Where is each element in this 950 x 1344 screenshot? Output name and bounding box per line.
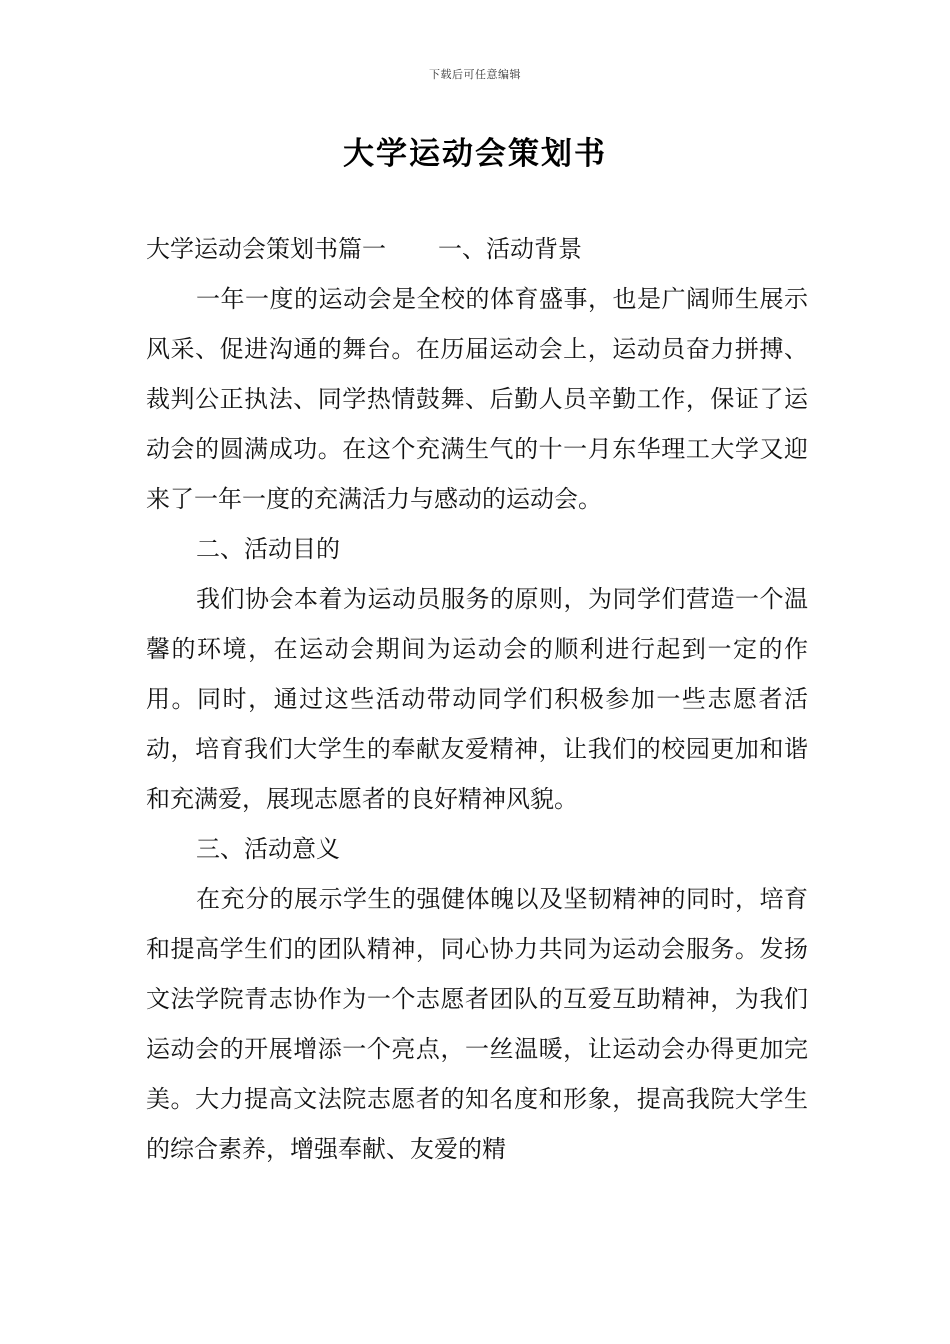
document-body (146, 224, 808, 1174)
section-heading-purpose: 二、活动目的 (196, 535, 340, 563)
paragraph-significance: 在充分的展示学生的强健体魄以及坚韧精神的同时，培育和提高学生们的团队精神，同心协力共同为运动会服务。发扬文法学院青志协作为一个志愿者团队的互爱互助精神，为我们运动会的开展增添一个亮点，一丝温暖，让运动会办得更加完美。大力提高文法院志愿者的知名度和形象，提高我院大学生的综合素养，增强奉献、友爱的精 (146, 885, 808, 1163)
document-title: 大学运动会策划书 (343, 136, 607, 172)
header-note: 下载后可任意编辑 (429, 68, 521, 81)
section-heading-background: 一、活动背景 (438, 235, 582, 263)
section-heading-significance: 三、活动意义 (196, 835, 340, 863)
paragraph-background: 一年一度的运动会是全校的体育盛事，也是广阔师生展示风采、促进沟通的舞台。在历届运动会上，运动员奋力拼搏、裁判公正执法、同学热情鼓舞、后勤人员辛勤工作，保证了运动会的圆满成功。在这个充满生气的十一月东华理工大学又迎来了一年一度的充满活力与感动的运动会。 (146, 285, 808, 513)
intro-heading: 大学运动会策划书篇一 (146, 235, 386, 263)
intro-line (146, 224, 808, 274)
paragraph-purpose: 我们协会本着为运动员服务的原则，为同学们营造一个温馨的环境，在运动会期间为运动会的顺利进行起到一定的作用。同时，通过这些活动带动同学们积极参加一些志愿者活动，培育我们大学生的奉献友爱精神，让我们的校园更加和谐和充满爱，展现志愿者的良好精神风貌。 (146, 585, 808, 813)
